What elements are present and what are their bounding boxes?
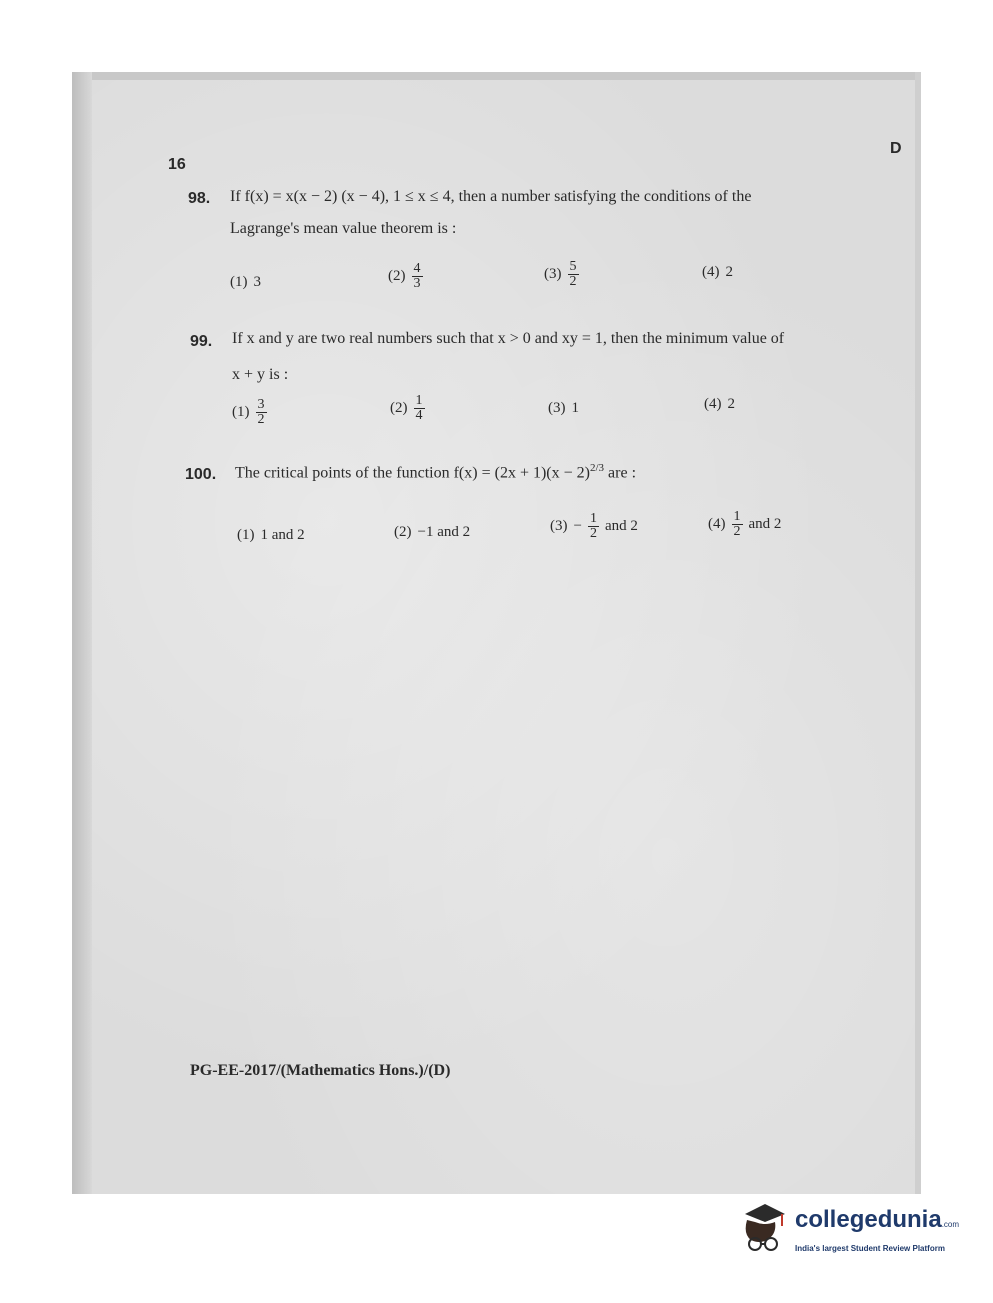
scan-edge-right: [915, 72, 921, 1194]
question-98-line1: If f(x) = x(x − 2) (x − 4), 1 ≤ x ≤ 4, then a number satisfying the conditions of the: [230, 188, 752, 205]
question-98-option-3: [544, 260, 579, 289]
option-label: (4): [702, 264, 720, 280]
question-99-option-1: [232, 398, 267, 427]
scanned-page: [72, 72, 921, 1194]
fraction-denominator: 2: [257, 412, 265, 427]
scan-edge-top: [72, 72, 921, 80]
brand-name: collegedunia.com: [795, 1206, 960, 1233]
option-label: (1): [230, 274, 248, 290]
fraction-numerator: 1: [589, 511, 597, 526]
option-label: (1): [232, 404, 250, 420]
option-suffix: and 2: [748, 516, 782, 532]
option-value: 1: [571, 400, 579, 416]
collegedunia-logo: [737, 1200, 967, 1270]
question-99-option-2: [390, 394, 425, 423]
question-99-option-4: [704, 396, 735, 413]
option-label: (3): [548, 400, 566, 416]
option-fraction: [588, 512, 599, 541]
option-value: −1 and 2: [417, 524, 471, 540]
question-100-exponent: 2/3: [589, 462, 605, 474]
question-100-line1: [235, 462, 636, 482]
option-label: (1): [237, 527, 255, 543]
fraction-numerator: 4: [413, 261, 421, 276]
option-label: (2): [394, 524, 412, 540]
question-99-line2: x + y is :: [232, 366, 289, 383]
option-fraction: [412, 262, 423, 291]
option-value: 2: [725, 264, 733, 280]
option-label: (3): [544, 266, 562, 282]
question-100-number: 100.: [185, 466, 217, 483]
option-fraction: [414, 394, 425, 423]
option-fraction: [568, 260, 579, 289]
question-100-option-3: [550, 512, 638, 541]
fraction-denominator: 3: [413, 276, 421, 291]
question-100-option-2: [394, 524, 470, 541]
set-code: D: [890, 140, 902, 157]
page-number: 16: [168, 156, 186, 173]
option-label: (3): [550, 518, 568, 534]
brand-tagline: India's largest Student Review Platform: [795, 1244, 945, 1253]
option-fraction: [256, 398, 267, 427]
fraction-numerator: 1: [733, 509, 741, 524]
fraction-numerator: 1: [415, 393, 423, 408]
question-99-option-3: [548, 400, 579, 417]
question-99-number: 99.: [190, 333, 213, 350]
option-label: (4): [704, 396, 722, 412]
question-98-option-4: [702, 264, 733, 281]
fraction-denominator: 2: [589, 526, 597, 541]
option-sign: −: [573, 518, 582, 534]
fraction-numerator: 3: [257, 397, 265, 412]
fraction-numerator: 5: [569, 259, 577, 274]
question-99-line1: If x and y are two real numbers such that x > 0 and xy = 1, then the minimum value of: [232, 330, 785, 347]
option-value: 1 and 2: [260, 527, 305, 543]
brand-dotcom: .com: [941, 1220, 960, 1229]
option-value: 2: [727, 396, 735, 412]
fraction-denominator: 2: [569, 274, 577, 289]
option-label: (2): [390, 400, 408, 416]
option-label: (4): [708, 516, 726, 532]
fraction-denominator: 2: [733, 524, 741, 539]
option-label: (2): [388, 268, 406, 284]
question-100-text-end: are :: [608, 464, 637, 482]
option-value: 3: [253, 274, 261, 290]
fraction-denominator: 4: [415, 408, 423, 423]
question-98-line2: Lagrange's mean value theorem is :: [230, 220, 457, 237]
question-100-option-4: [708, 510, 781, 539]
question-98-number: 98.: [188, 190, 211, 207]
scan-edge-left: [72, 72, 92, 1194]
option-fraction: [732, 510, 743, 539]
student-mascot-icon: [737, 1200, 793, 1260]
question-98-option-1: [230, 274, 261, 291]
option-suffix: and 2: [604, 518, 638, 534]
question-100-option-1: [237, 527, 305, 544]
paper-code-footer: PG-EE-2017/(Mathematics Hons.)/(D): [190, 1062, 451, 1079]
question-98-option-2: [388, 262, 423, 291]
question-100-text: The critical points of the function f(x) = (2x + 1)(x − 2): [235, 464, 590, 482]
